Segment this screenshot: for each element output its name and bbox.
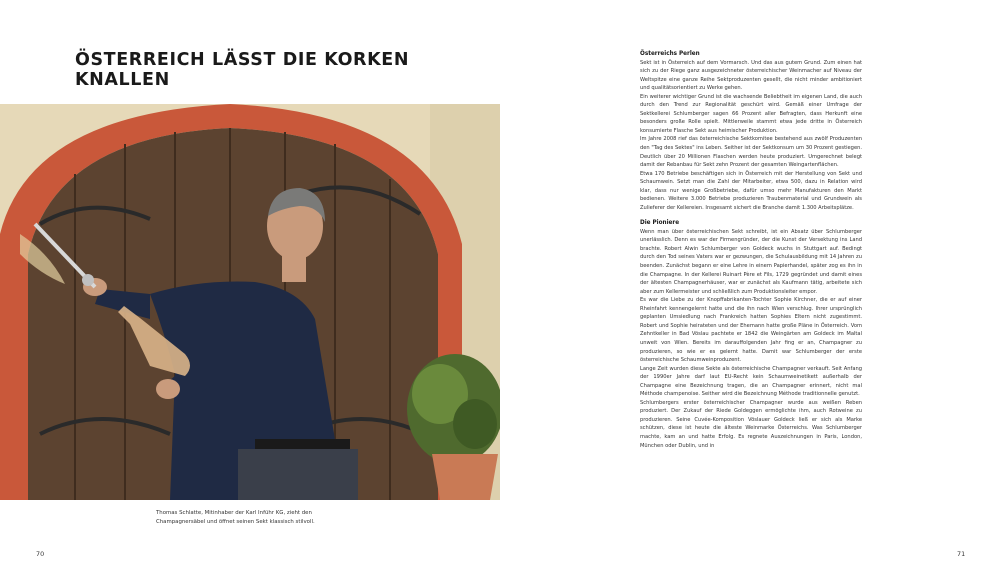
body-paragraph: Etwa 170 Betriebe beschäftigen sich in Österreich mit der Herstellung von Sekt und Schaumwein. Setzt man die Zahl der Mitarbeiter, etwa 500, dazu in Relation wird klar, dass nur wenige Großbetriebe, dafür umso mehr Manufakturen den Markt bedienen. Weitere 3.000 Betriebe produzieren Traubenmaterial und Grundwein als Zulieferer der Kellereien. Insgesamt sichert die Branche damit 1.300 Arbeitsplätze. [640, 170, 862, 211]
body-paragraph: Es war die Liebe zu der Knopffabrikanten-Tochter Sophie Kirchner, die er auf einer Rheinfahrt kennengelernt hatte und die ihn nach Wien verschlug. Ihrer ursprünglich geplanten Umsiedlung nach Frankreich hatten Sophies Eltern nicht zugestimmt. Robert und Sophie heirateten und der Ehemann hatte große Pläne in Österreich. Vom Zehntkeller in Bad Vöslau pachtete er 1842 die Weingärten am Goldeck im Maltal unweit von Wien. Bereits im darauffolgenden Jahr fing er an, Champagner zu produzieren, so wie er es gelernt hatte. Damit war Schlumberger der erste österreichische Schaumweinproduzent. [640, 297, 862, 364]
page-headline: ÖSTERREICH LÄSST DIE KORKEN KNALLEN [75, 50, 410, 90]
body-paragraph: Wenn man über österreichischen Sekt schreibt, ist ein Absatz über Schlumberger unerlässlich. Denn es war der Firmengründer, der die Kunst der Versektung ins Land brachte. Robert Alwin Schlumberger von Goldeck wuchs in Stuttgart auf. Bedingt durch den Tod seines Vaters war er gezwungen, die Schulausbildung mit 14 Jahren zu beenden. Zunächst begann er eine Lehre in einem Papierhandel, später zog es ihn in die Champagne. In der Kellerei Ruinart Père et Fils, 1729 gegründet und damit eines der ältesten Champagnerhäuser, war er zunächst als Kaufmann tätig, arbeitete sich aber zum Kellermeister und schließlich zum Produktionsleiter empor. [640, 228, 862, 295]
right-page [500, 0, 1000, 583]
section-heading-perlen: Österreichs Perlen [640, 51, 700, 57]
body-text-column [640, 50, 862, 450]
page-number-left: 70 [36, 550, 45, 558]
body-paragraph: Lange Zeit wurden diese Sekte als österreichische Champagner verkauft. Seit Anfang der 1990er Jahre darf laut EU-Recht kein Schaumweinetikett außerhalb der Champagne eine Bezeichnung tragen, die an Champagner erinnert, nicht mal Méthode champenoise. Seither wird die Bezeichnung Méthode traditionnelle genutzt. [640, 365, 862, 398]
body-paragraph: Im Jahre 2008 rief das österreichische Sektkomitee bestehend aus zwölf Produzenten den "Tag des Sektes" ins Leben. Seither ist der Sektkonsum um 30 Prozent gestiegen. Deutlich über 20 Millionen Flaschen werden heute produziert. Umgerechnet belegt damit der Rebanbau für Sekt zehn Prozent der gesamten Weingartenflächen. [640, 136, 862, 169]
body-paragraph: Schlumbergers erster österreichischer Champagner wurde aus weißen Reben produziert. Der Zukauf der Riede Goldeggen ermöglichte ihm, auch Rotweine zu produzieren. Seine Cuvée-Komposition Vöslauer Goldeck ließ er sich als Marke schützen, diese ist heute die älteste Weinmarke Österreichs. Was Schlumberger machte, kam an und hatte Erfolg. Es regnete Auszeichnungen in Paris, London, München oder Dublin, und in [640, 399, 862, 449]
section-heading-pioniere: Die Pioniere [640, 220, 680, 227]
body-paragraph: Ein weiterer wichtiger Grund ist die wachsende Beliebtheit im eigenen Land, die auch durch den Trend zur Regionalität geschürt wird. Gemäß einer Umfrage der Sektkellerei Schlumberger sagen 66 Prozent aller Befragten, dass Herkunft eine besonders große Rolle spielt. Mittlerweile stammt etwa jede dritte in Österreich konsumierte Flasche Sekt aus heimischer Produktion. [640, 93, 862, 134]
page-number-right: 71 [957, 550, 966, 558]
body-paragraph: Sekt ist in Österreich auf dem Vormarsch. Und das aus gutem Grund. Zum einen hat sich zu der Riege ganz ausgezeichneter österreichischer Weinmacher auf Niveau der Weltspitze eine ganze Reihe Sektproduzenten gesellt, die nicht minder ambitioniert und qualitätsorientiert zu Werke gehen. [640, 59, 862, 92]
article-photo [0, 104, 500, 500]
photo-caption: Thomas Schlatte, Mitinhaber der Karl Inführ KG, zieht den Champagnersäbel und öffnet seinen Sekt klassisch stilvoll. [156, 510, 315, 525]
